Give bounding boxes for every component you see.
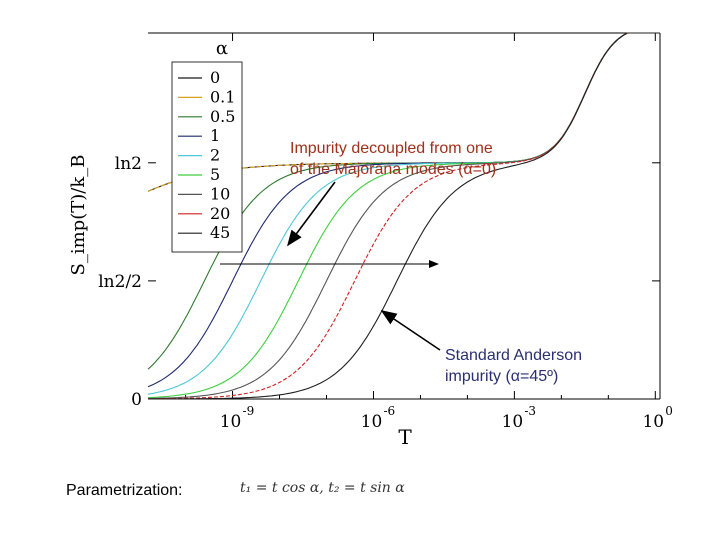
- decoupled-annotation-line1: Impurity decoupled from one: [290, 140, 493, 157]
- anderson-annotation: [445, 345, 705, 387]
- parametrization-label: Parametrization:: [66, 482, 183, 499]
- legend-label: 0: [210, 68, 221, 87]
- y-axis-label: S_imp(T)/k_B: [68, 154, 89, 276]
- arrow-decoupled: [288, 182, 335, 245]
- annotation-arrows: [220, 182, 440, 350]
- y-tick-label: 0: [131, 390, 142, 410]
- decoupled-annotation: [290, 138, 590, 180]
- anderson-annotation-line1: Standard Anderson: [445, 347, 582, 364]
- anderson-annotation-line2: impurity (α=45º): [445, 368, 559, 385]
- decoupled-annotation-line2: of the Majorana modes (α=0): [290, 161, 497, 178]
- legend-label: 5: [210, 165, 221, 184]
- x-tick-label-base: 10: [360, 412, 383, 432]
- legend-label: 10: [210, 184, 231, 204]
- legend-label: 1: [210, 126, 221, 146]
- legend-label: 0.5: [210, 106, 236, 126]
- legend: [172, 38, 242, 252]
- y-tick-label: ln2: [114, 153, 142, 174]
- x-axis-label: T: [398, 425, 412, 449]
- x-tick-label-base: 10: [219, 412, 242, 432]
- arrow-anderson: [382, 311, 440, 350]
- legend-label: 45: [210, 223, 231, 243]
- x-tick-label-base: 10: [501, 412, 524, 432]
- legend-title: α: [215, 38, 229, 59]
- legend-label: 20: [210, 203, 231, 223]
- x-tick-label-base: 10: [642, 412, 665, 432]
- parametrization-formula: t₁ = t cos α, t₂ = t sin α: [240, 480, 405, 496]
- legend-label: 0.1: [210, 87, 236, 107]
- legend-label: 2: [210, 145, 221, 165]
- x-tick-label-exponent: 0: [665, 404, 673, 418]
- x-tick-label-exponent: -6: [383, 404, 396, 418]
- x-tick-label-exponent: -3: [524, 404, 537, 418]
- y-tick-label: ln2/2: [98, 271, 142, 292]
- x-tick-label-exponent: -9: [242, 404, 255, 418]
